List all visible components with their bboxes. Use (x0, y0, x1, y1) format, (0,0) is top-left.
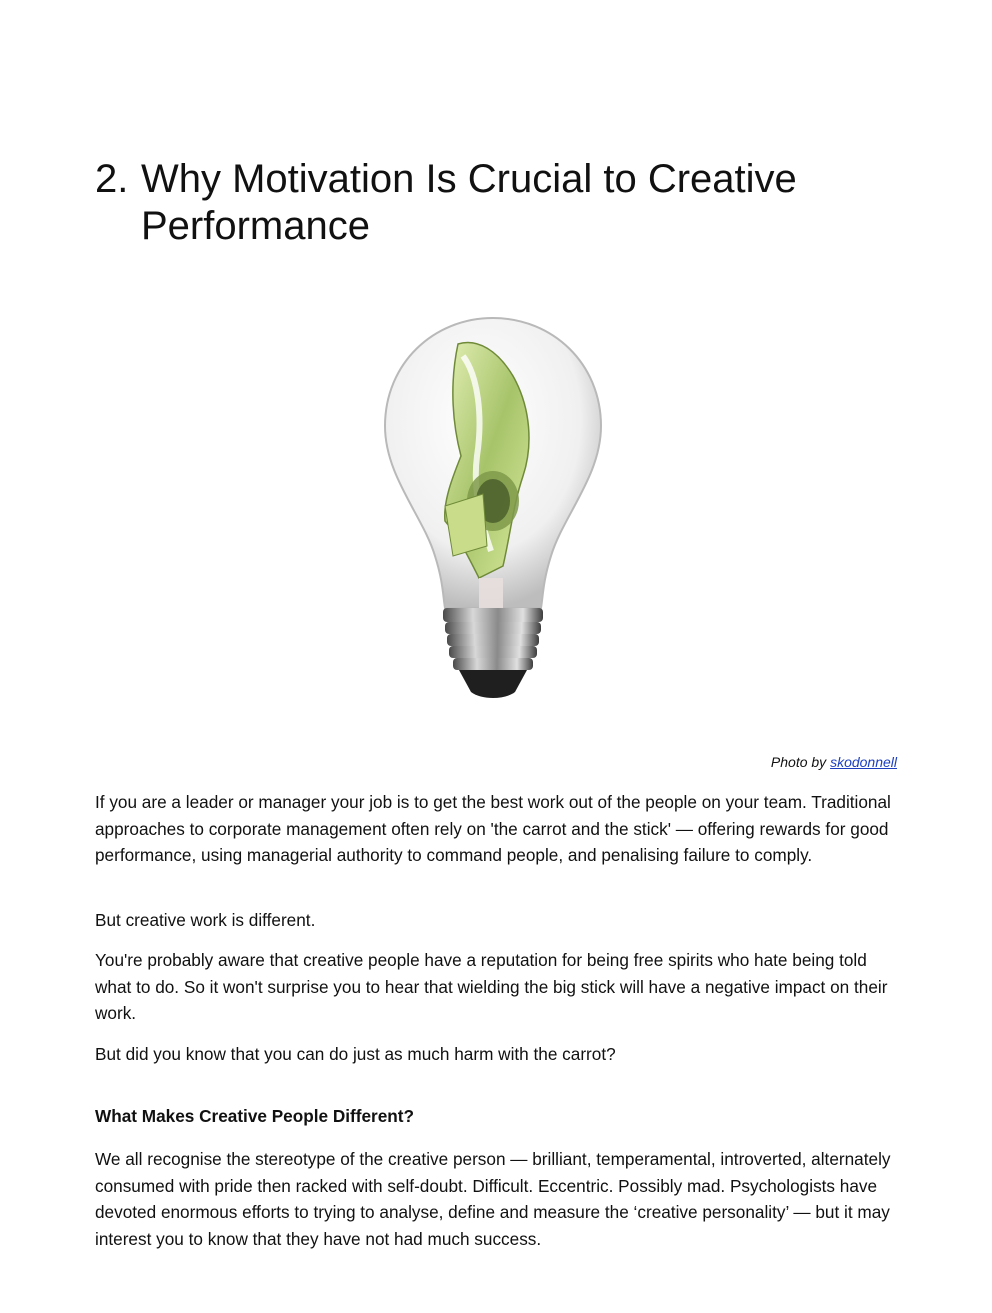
paragraph: But did you know that you can do just as much harm with the carrot? (95, 1044, 616, 1064)
paragraph: We all recognise the stereotype of the creative person — brilliant, temperamental, introverted, alternately consumed with pride then racked with self-doubt. Difficult. Eccentric. Possibly mad. Psychologists have devoted enormous efforts to trying to analyse, define and measure the ‘creative personality’ — but it may interest you to know that they have not had much success. (95, 1149, 891, 1249)
section-number: 2. (95, 157, 129, 201)
lightbulb-dollar-photo (383, 316, 603, 701)
page-title (95, 156, 855, 250)
paragraph: But creative work is different. (95, 910, 316, 930)
photo-credit (771, 754, 897, 770)
paragraph: If you are a leader or manager your job is to get the best work out of the people on your team. Traditional approaches to corporate management often rely on 'the carrot and the stick' — offering rewards for good performance, using managerial authority to command people, and penalising failure to comply. (95, 792, 891, 865)
paragraph: You're probably aware that creative people have a reputation for being free spirits who hate being told what to do. So it won't surprise you to hear that wielding the big stick will have a negative impact on their work. (95, 950, 888, 1023)
section-subheading: What Makes Creative People Different? (95, 1106, 415, 1126)
section-title: Why Motivation Is Crucial to Creative Performance (141, 157, 797, 248)
photo-credit-prefix: Photo by (770, 754, 827, 770)
lightbulb-icon (383, 316, 603, 701)
photographer-link[interactable]: skodonnell (830, 754, 897, 770)
